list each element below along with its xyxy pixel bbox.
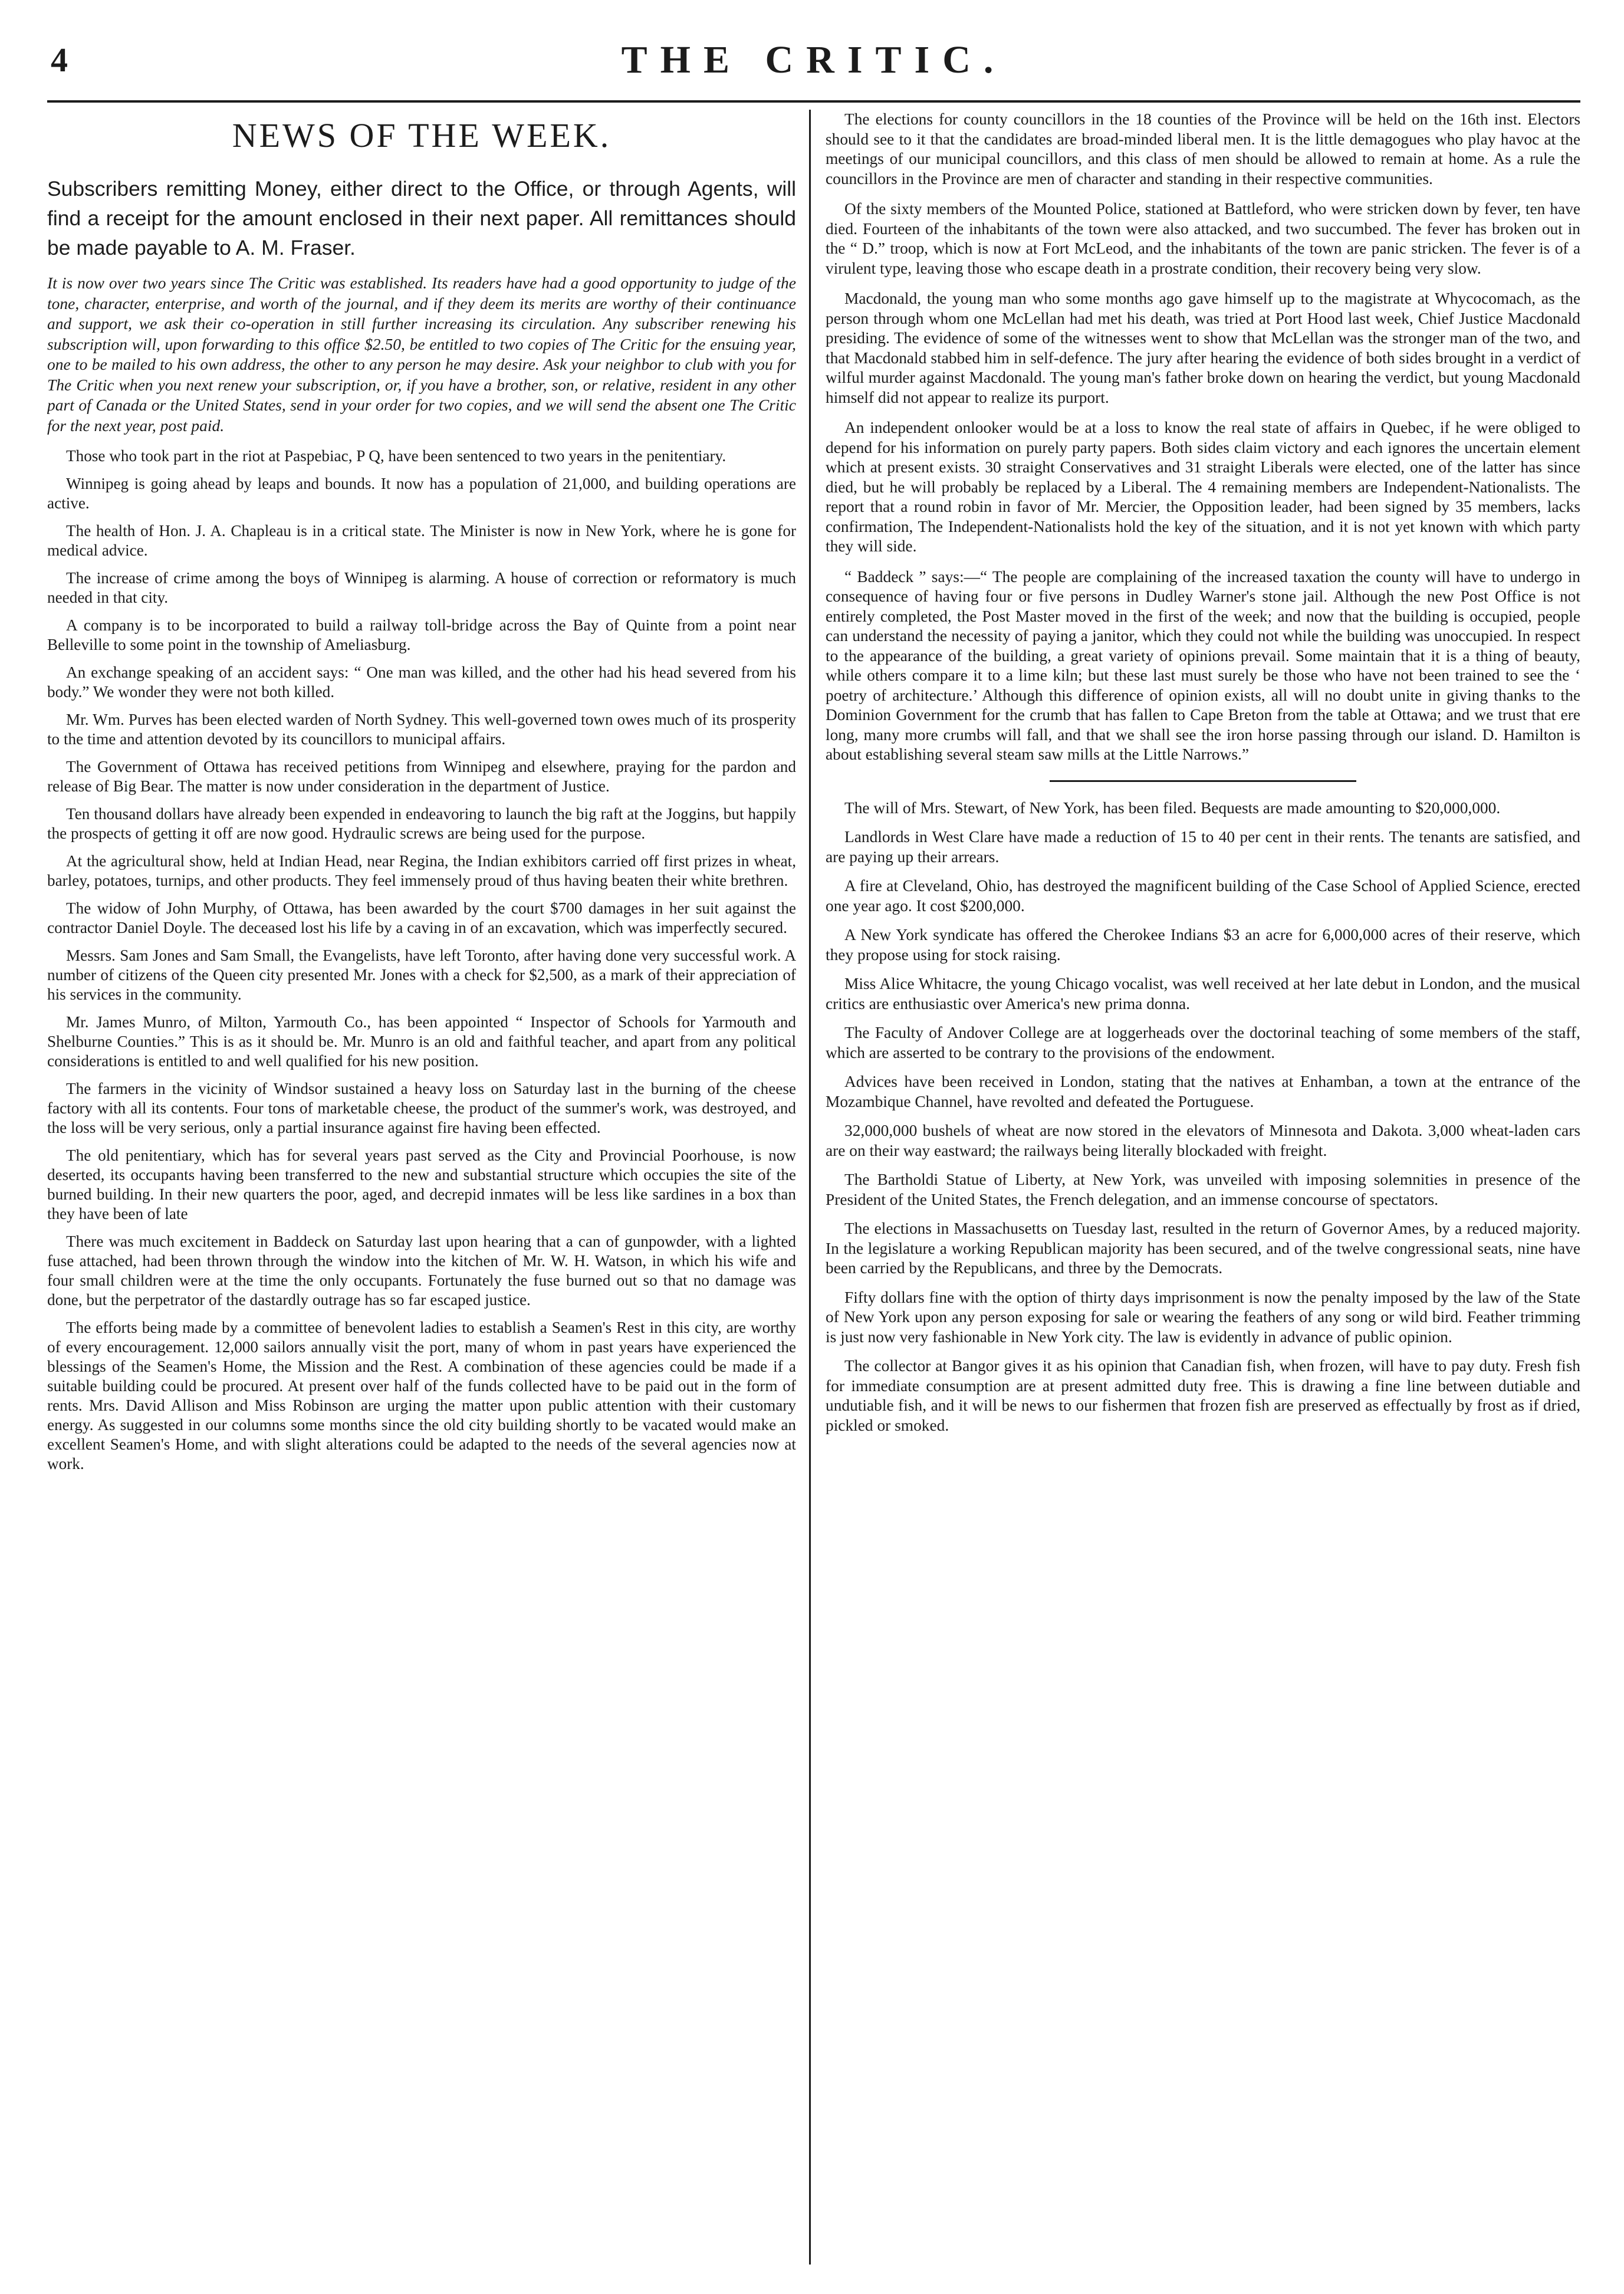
news-item: A New York syndicate has offered the Cherokee Indians $3 an acre for 6,000,000 acres of their reserve, which they propose using for stock raising. <box>826 926 1580 964</box>
news-item: The old penitentiary, which has for several years past served as the City and Provincial Poorhouse, is now deserted, its occupants having been transferred to the new and substantial structure which occupies the site of the burned building. In their new quarters the poor, aged, and decrepid inmates will be less like sardines in a box than they have been of late <box>47 1146 796 1222</box>
news-item: Messrs. Sam Jones and Sam Small, the Evangelists, have left Toronto, after having done very successful work. A number of citizens of the Queen city presented Mr. Jones with a check for $2,500, as a mark of their appreciation of his services in the community. <box>47 946 796 1003</box>
section-rule <box>1050 780 1356 782</box>
news-item: Macdonald, the young man who some months ago gave himself up to the magistrate at Whycocomach, as the person through whom one McLellan had met his death, was tried at Port Hood last week, Chief Justice Macdonald presiding. The evidence of some of the witnesses went to show that McLellan was the stronger man of the two, and that Macdonald stabbed him in self-defence. The jury after hearing the evidence of both sides brought in a verdict of wilful murder against Macdonald. The young man's father broke down on hearing the verdict, but young Macdonald himself did not appear to realize its purport. <box>826 290 1580 406</box>
left-column <box>47 110 796 2265</box>
news-item: The Bartholdi Statue of Liberty, at New York, was unveiled with imposing solemnities in presence of the President of the United States, the French delegation, and an immense concourse of spectators. <box>826 1171 1580 1208</box>
news-item: Mr. Wm. Purves has been elected warden of North Sydney. This well-governed town owes much of its prosperity to the time and attention devoted by its councillors to municipal affairs. <box>47 711 796 748</box>
left-news-items <box>47 446 796 1474</box>
news-item: Ten thousand dollars have already been expended in endeavoring to launch the big raft at the Joggins, but happily the prospects of getting it off are now good. Hydraulic screws are being used for the purpose. <box>47 805 796 842</box>
news-item: The increase of crime among the boys of Winnipeg is alarming. A house of correction or reformatory is much needed in that city. <box>47 569 796 606</box>
news-item: The will of Mrs. Stewart, of New York, has been filed. Bequests are made amounting to $20,000,000. <box>844 798 1501 817</box>
news-item: At the agricultural show, held at Indian Head, near Regina, the Indian exhibitors carried off first prizes in wheat, barley, potatoes, turnips, and other products. They feel immensely proud of thus having beaten their white brethren. <box>47 852 796 889</box>
news-item: Miss Alice Whitacre, the young Chicago vocalist, was well received at her late debut in London, and the musical critics are enthusiastic over America's new prima donna. <box>826 975 1580 1013</box>
newspaper-title: THE CRITIC. <box>621 38 1007 81</box>
right-news-items-top <box>826 110 1580 765</box>
news-item: An independent onlooker would be at a loss to know the real state of affairs in Quebec, if he were obliged to depend for his information on purely party papers. Both sides claim victory and each ignores the uncertain element which at present exists. 30 straight Conservatives and 31 straight Liberals were elected, one of the latter has since died, but he will probably be replaced by a Liberal. The 4 remaining members are Independent-Nationalists. The report that a round robin in favor of Mr. Mercier, the Opposition leader, had been signed by 35 members, lacks confirmation, The Independent-Nationalists hold the key of the situation, and it is not yet known with which party they will side. <box>826 419 1580 555</box>
section-title: NEWS OF THE WEEK. <box>232 116 612 155</box>
news-item: The efforts being made by a committee of benevolent ladies to establish a Seamen's Rest in this city, are worthy of every encouragement. 12,000 sailors annually visit the port, many of whom in past years have experienced the blessings of the Seamen's Home, the Mission and the Rest. A combination of these agencies could be made if a suitable building could be procured. At present over half of the funds collected have to be paid out in the form of rents. Mrs. David Allison and Miss Robinson are urging the matter upon public attention with their customary energy. As suggested in our columns some months since the old city building shortly to be vacated would make an excellent Seamen's Home, and with slight alterations could be adapted to the needs of the several agencies now at work. <box>47 1319 796 1473</box>
news-item: The elections in Massachusetts on Tuesday last, resulted in the return of Governor Ames, by a reduced majority. In the legislature a working Republican majority has been secured, and of the twelve congressional seats, nine have been carried by the Republicans, and three by the Democrats. <box>826 1220 1580 1277</box>
news-item: The collector at Bangor gives it as his opinion that Canadian fish, when frozen, will have to pay duty. Fresh fish for immediate consumption are at present admitted duty free. This is drawing a fine line between dutiable and undutiable fish, and it will be news to our fishermen that frozen fish are preserved as effectually by frost as if dried, pickled or smoked. <box>826 1357 1580 1434</box>
column-divider <box>809 110 811 2265</box>
subscription-notice: Subscribers remitting Money, either direct to the Office, or through Agents, will find a receipt for the amount enclosed in their next paper. All remittances should be made payable to A. M. Fraser. <box>47 177 796 259</box>
news-item: There was much excitement in Baddeck on Saturday last upon hearing that a can of gunpowder, with a lighted fuse attached, had been thrown through the window into the kitchen of Mr. W. H. Watson, in which his wife and four small children were at the time the only occupants. Fortunately the fuse burned out so that no damage was done, but the perpetrator of the dastardly outrage has so far escaped justice. <box>47 1233 796 1309</box>
subscription-promo: It is now over two years since The Critic was established. Its readers have had a good opportunity to judge of the tone, character, enterprise, and worth of the journal, and if they deem its merits are worthy of their continuance and support, we ask their co-operation in still further increasing its circulation. Any subscriber renewing his subscription will, upon forwarding to this office $2.50, be entitled to two copies of The Critic for the ensuing year, one to be mailed to his own address, the other to any person he may desire. Ask your neighbor to club with you for The Critic when you next renew your subscription, or, if you have a brother, son, or relative, resident in any other part of Canada or the United States, send in your order for two copies, and we will send the absent one The Critic for the next year, post paid. <box>47 274 796 435</box>
news-item: The farmers in the vicinity of Windsor sustained a heavy loss on Saturday last in the burning of the cheese factory with all its contents. Four tons of marketable cheese, the product of the summer's work, was destroyed, and the loss will be very serious, only a partial insurance against fire having been effected. <box>47 1080 796 1136</box>
news-item: Of the sixty members of the Mounted Police, stationed at Battleford, who were stricken down by fever, ten have died. Fourteen of the inhabitants of the town were also attacked, and two succumbed. The fever has broken out in the “ D.” troop, which is now at Fort McLeod, and the inhabitants of the town are panic stricken. The fever is of a virulent type, leaving those who escape death in a prostrate condition, their recovery being very slow. <box>826 200 1580 277</box>
news-item: The Faculty of Andover College are at loggerheads over the doctorinal teaching of some members of the staff, which are asserted to be contrary to the provisions of the endowment. <box>826 1024 1580 1061</box>
news-item: “ Baddeck ” says:—“ The people are complaining of the increased taxation the county will have to undergo in consequence of having four or five persons in Dudley Warner's stone jail. Although the new Post Office is not entirely completed, the Post Master moved in the first of the week; and now that the building is occupied, people can understand the necessity of paying a janitor, which they could not while the building was unoccupied. In respect to the appearance of the building, a great variety of opinions prevail. Some maintain that it is a thing of beauty, while others compare it to a lime kiln; but these last must surely be those who have not been trained to see the ‘ poetry of architecture.’ Although this difference of opinion exists, all will no doubt unite in giving thanks to the Dominion Government for the crumb that has fallen to Cape Breton from the table at Ottawa; and we trust that ere long, many more crumbs will fall, and that we shall see the iron horse passing through our island. D. Hamilton is about establishing several steam saw mills at the Little Narrows.” <box>826 567 1580 763</box>
page-number: 4 <box>51 41 68 79</box>
news-item: Mr. James Munro, of Milton, Yarmouth Co., has been appointed “ Inspector of Schools for Yarmouth and Shelburne Counties.” This is as it should be. Mr. Munro is an old and faithful teacher, and apart from any political considerations is entitled to and well qualified for his new position. <box>47 1013 796 1070</box>
news-item: Landlords in West Clare have made a reduction of 15 to 40 per cent in their rents. The tenants are satisfied, and are paying up their arrears. <box>826 828 1580 866</box>
news-item: Fifty dollars fine with the option of thirty days imprisonment is now the penalty imposed by the law of the State of New York upon any person exposing for sale or wearing the feathers of any song or wild bird. Feather trimming is just now very fashionable in New York city. The law is evidently in advance of public opinion. <box>826 1288 1580 1346</box>
news-item: The widow of John Murphy, of Ottawa, has been awarded by the court $700 damages in her suit against the contractor Daniel Doyle. The deceased lost his life by a caving in of an excavation, which was imperfectly secured. <box>47 899 796 936</box>
news-item: The health of Hon. J. A. Chapleau is in a critical state. The Minister is now in New York, where he is gone for medical advice. <box>47 522 796 559</box>
columns <box>47 110 1580 2265</box>
news-item: Those who took part in the riot at Paspebiac, P Q, have been sentenced to two years in the penitentiary. <box>66 447 726 465</box>
news-item: 32,000,000 bushels of wheat are now stored in the elevators of Minnesota and Dakota. 3,000 wheat-laden cars are on their way eastward; the railways being literally blockaded with freight. <box>826 1122 1580 1159</box>
right-news-items-bottom <box>826 798 1580 1436</box>
newspaper-page <box>47 35 1580 2265</box>
news-item: The Government of Ottawa has received petitions from Winnipeg and elsewhere, praying for the pardon and release of Big Bear. The matter is now under consideration in the department of Justice. <box>47 758 796 795</box>
news-item: The elections for county councillors in the 18 counties of the Province will be held on the 16th inst. Electors should see to it that the candidates are broad-minded liberal men. It is the little demagogues who play havoc at the meetings of our municipal councillors, and this class of men should be allowed to remain at home. As a rule the councillors in the Province are men of character and standing in their respective communities. <box>826 110 1580 188</box>
news-item: Winnipeg is going ahead by leaps and bounds. It now has a population of 21,000, and building operations are active. <box>47 475 796 512</box>
news-item: A company is to be incorporated to build a railway toll-bridge across the Bay of Quinte from a point near Belleville to some point in the township of Ameliasburg. <box>47 616 796 653</box>
news-item: An exchange speaking of an accident says: “ One man was killed, and the other had his head severed from his body.” We wonder they were not both killed. <box>47 663 796 701</box>
news-item: A fire at Cleveland, Ohio, has destroyed the magnificent building of the Case School of Applied Science, erected one year ago. It cost $200,000. <box>826 877 1580 915</box>
masthead <box>47 35 1580 103</box>
right-column <box>826 110 1580 2265</box>
news-item: Advices have been received in London, stating that the natives at Enhamban, a town at the entrance of the Mozambique Channel, have revolted and defeated the Portuguese. <box>826 1073 1580 1110</box>
